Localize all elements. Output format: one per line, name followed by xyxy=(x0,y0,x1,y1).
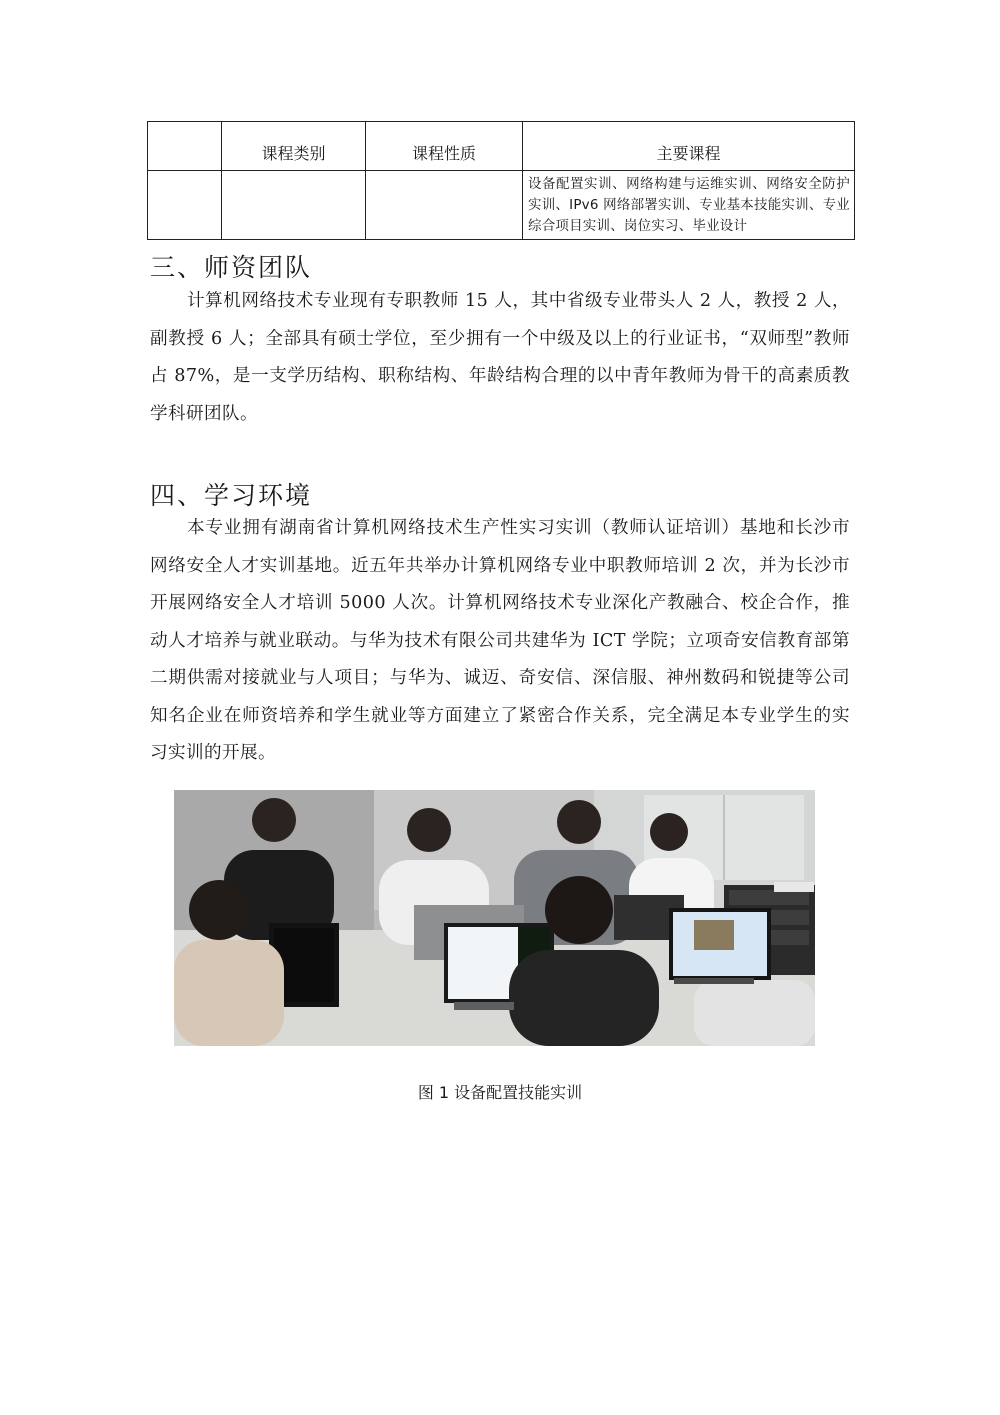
table-header-course-category: 课程类别 xyxy=(222,122,366,171)
table-header-cell xyxy=(148,122,222,171)
table-cell-courses: 设备配置实训、网络构建与运维实训、网络安全防护实训、IPv6 网络部署实训、专业基本技能实训、专业综合项目实训、岗位实习、毕业设计 xyxy=(523,171,855,240)
table-cell xyxy=(148,171,222,240)
table-row xyxy=(148,171,855,240)
table-header-course-nature: 课程性质 xyxy=(366,122,523,171)
section-heading-faculty: 三、师资团队 xyxy=(150,253,313,282)
table-header-row xyxy=(148,122,855,171)
environment-paragraph: 本专业拥有湖南省计算机网络技术生产性实习实训（教师认证培训）基地和长沙市网络安全人才实训基地。近五年共举办计算机网络专业中职教师培训 2 次，并为长沙市开展网络安全人才培训 5000 人次。计算机网络技术专业深化产教融合、校企合作，推动人才培养与就业联动。与华为技术有限公司共建华为 ICT 学院；立项奇安信教育部第二期供需对接就业与人项目；与华为、诚迈、奇安信、深信服、神州数码和锐捷等公司知名企业在师资培养和学生就业等方面建立了紧密合作关系，完全满足本专业学生的实习实训的开展。 xyxy=(150,518,850,763)
table-cell xyxy=(222,171,366,240)
table-cell xyxy=(366,171,523,240)
table-header-main-courses: 主要课程 xyxy=(523,122,855,171)
training-photo xyxy=(174,790,815,1046)
section-heading-environment: 四、学习环境 xyxy=(150,481,313,510)
course-table xyxy=(147,121,855,240)
faculty-paragraph: 计算机网络技术专业现有专职教师 15 人，其中省级专业带头人 2 人，教授 2 人，副教授 6 人；全部具有硕士学位，至少拥有一个中级及以上的行业证书，“双师型”教师占 87%，是一支学历结构、职称结构、年龄结构合理的以中青年教师为骨干的高素质教学科研团队。 xyxy=(150,291,850,424)
figure-caption: 图 1 设备配置技能实训 xyxy=(417,1083,583,1102)
